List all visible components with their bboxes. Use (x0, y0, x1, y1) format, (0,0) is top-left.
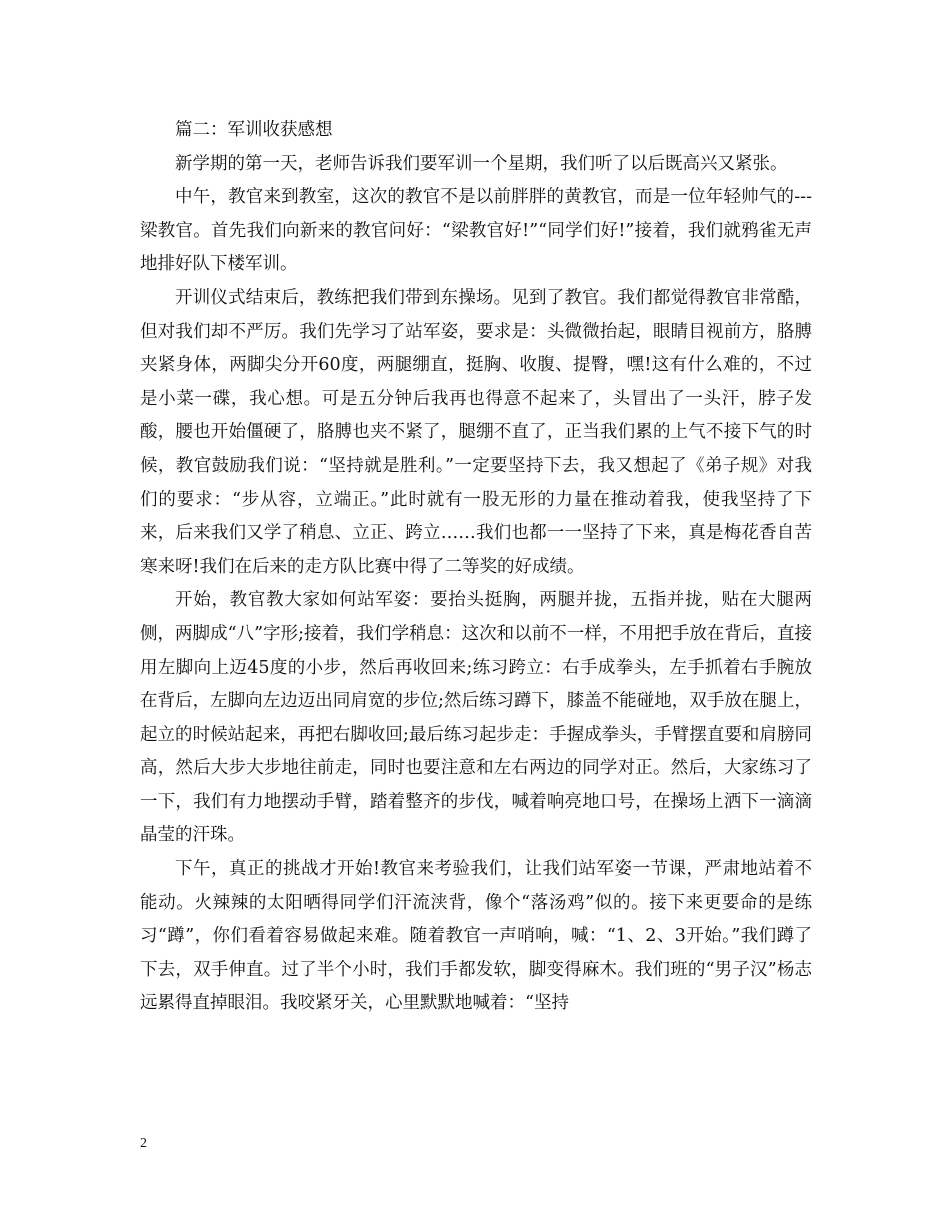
paragraph: 开训仪式结束后，教练把我们带到东操场。见到了教官。我们都觉得教官非常酷，但对我们却不严厉。我们先学习了站军姿，要求是：头微微抬起，眼睛目视前方，胳膊夹紧身体，两脚尖分开60度，两腿绷直，挺胸、收腹、提臀，嘿!这有什么难的，不过是小菜一碟，我心想。可是五分钟后我再也得意不起来了，头冒出了一头汗，脖子发酸，腰也开始僵硬了，胳膊也夹不紧了，腿绷不直了，正当我们累的上气不接下气的时候，教官鼓励我们说：“坚持就是胜利。”一定要坚持下去，我又想起了《弟子规》对我们的要求：“步从容，立端正。”此时就有一股无形的力量在推动着我，使我坚持了下来，后来我们又学了稍息、立正、跨立……我们也都一一坚持了下来，真是梅花香自苦寒来呀!我们在后来的走方队比赛中得了二等奖的好成绩。 (140, 287, 812, 577)
paragraph: 下午，真正的挑战才开始!教官来考验我们，让我们站军姿一节课，严肃地站着不能动。火辣辣的太阳晒得同学们汗流浃背，像个“落汤鸡”似的。接下来更要命的是练习“蹲”，你们看着容易做起来难。随着教官一声哨响，喊：“1、2、3开始。”我们蹲了下去，双手伸直。过了半个小时，我们手都发软，脚变得麻木。我们班的“男子汉”杨志远累得直掉眼泪。我咬紧牙关，心里默默地喊着：“坚持 (140, 859, 812, 1014)
section-title: 篇二：军训收获感想 (175, 120, 333, 140)
paragraph: 中午，教官来到教室，这次的教官不是以前胖胖的黄教官，而是一位年轻帅气的---梁教官。首先我们向新来的教官问好：“梁教官好!”“同学们好!”接着，我们就鸦雀无声地排好队下楼军训。 (140, 187, 812, 275)
paragraph: 新学期的第一天，老师告诉我们要军训一个星期，我们听了以后既高兴又紧张。 (175, 153, 788, 174)
page-number: 2 (140, 1136, 147, 1151)
paragraph: 开始，教官教大家如何站军姿：要抬头挺胸，两腿并拢，五指并拢，贴在大腿两侧，两脚成“八”字形;接着，我们学稍息：这次和以前不一样，不用把手放在背后，直接用左脚向上迈45度的小步，然后再收回来;练习跨立：右手成拳头，左手抓着右手腕放在背后，左脚向左边迈出同肩宽的步位;然后练习蹲下，膝盖不能碰地，双手放在腿上，起立的时候站起来，再把右脚收回;最后练习起步走：手握成拳头，手臂摆直要和肩膀同高，然后大步大步地往前走，同时也要注意和左右两边的同学对正。然后，大家练习了一下，我们有力地摆动手臂，踏着整齐的步伐，喊着响亮地口号，在操场上洒下一滴滴晶莹的汗珠。 (140, 590, 812, 846)
document-body (140, 114, 812, 1021)
